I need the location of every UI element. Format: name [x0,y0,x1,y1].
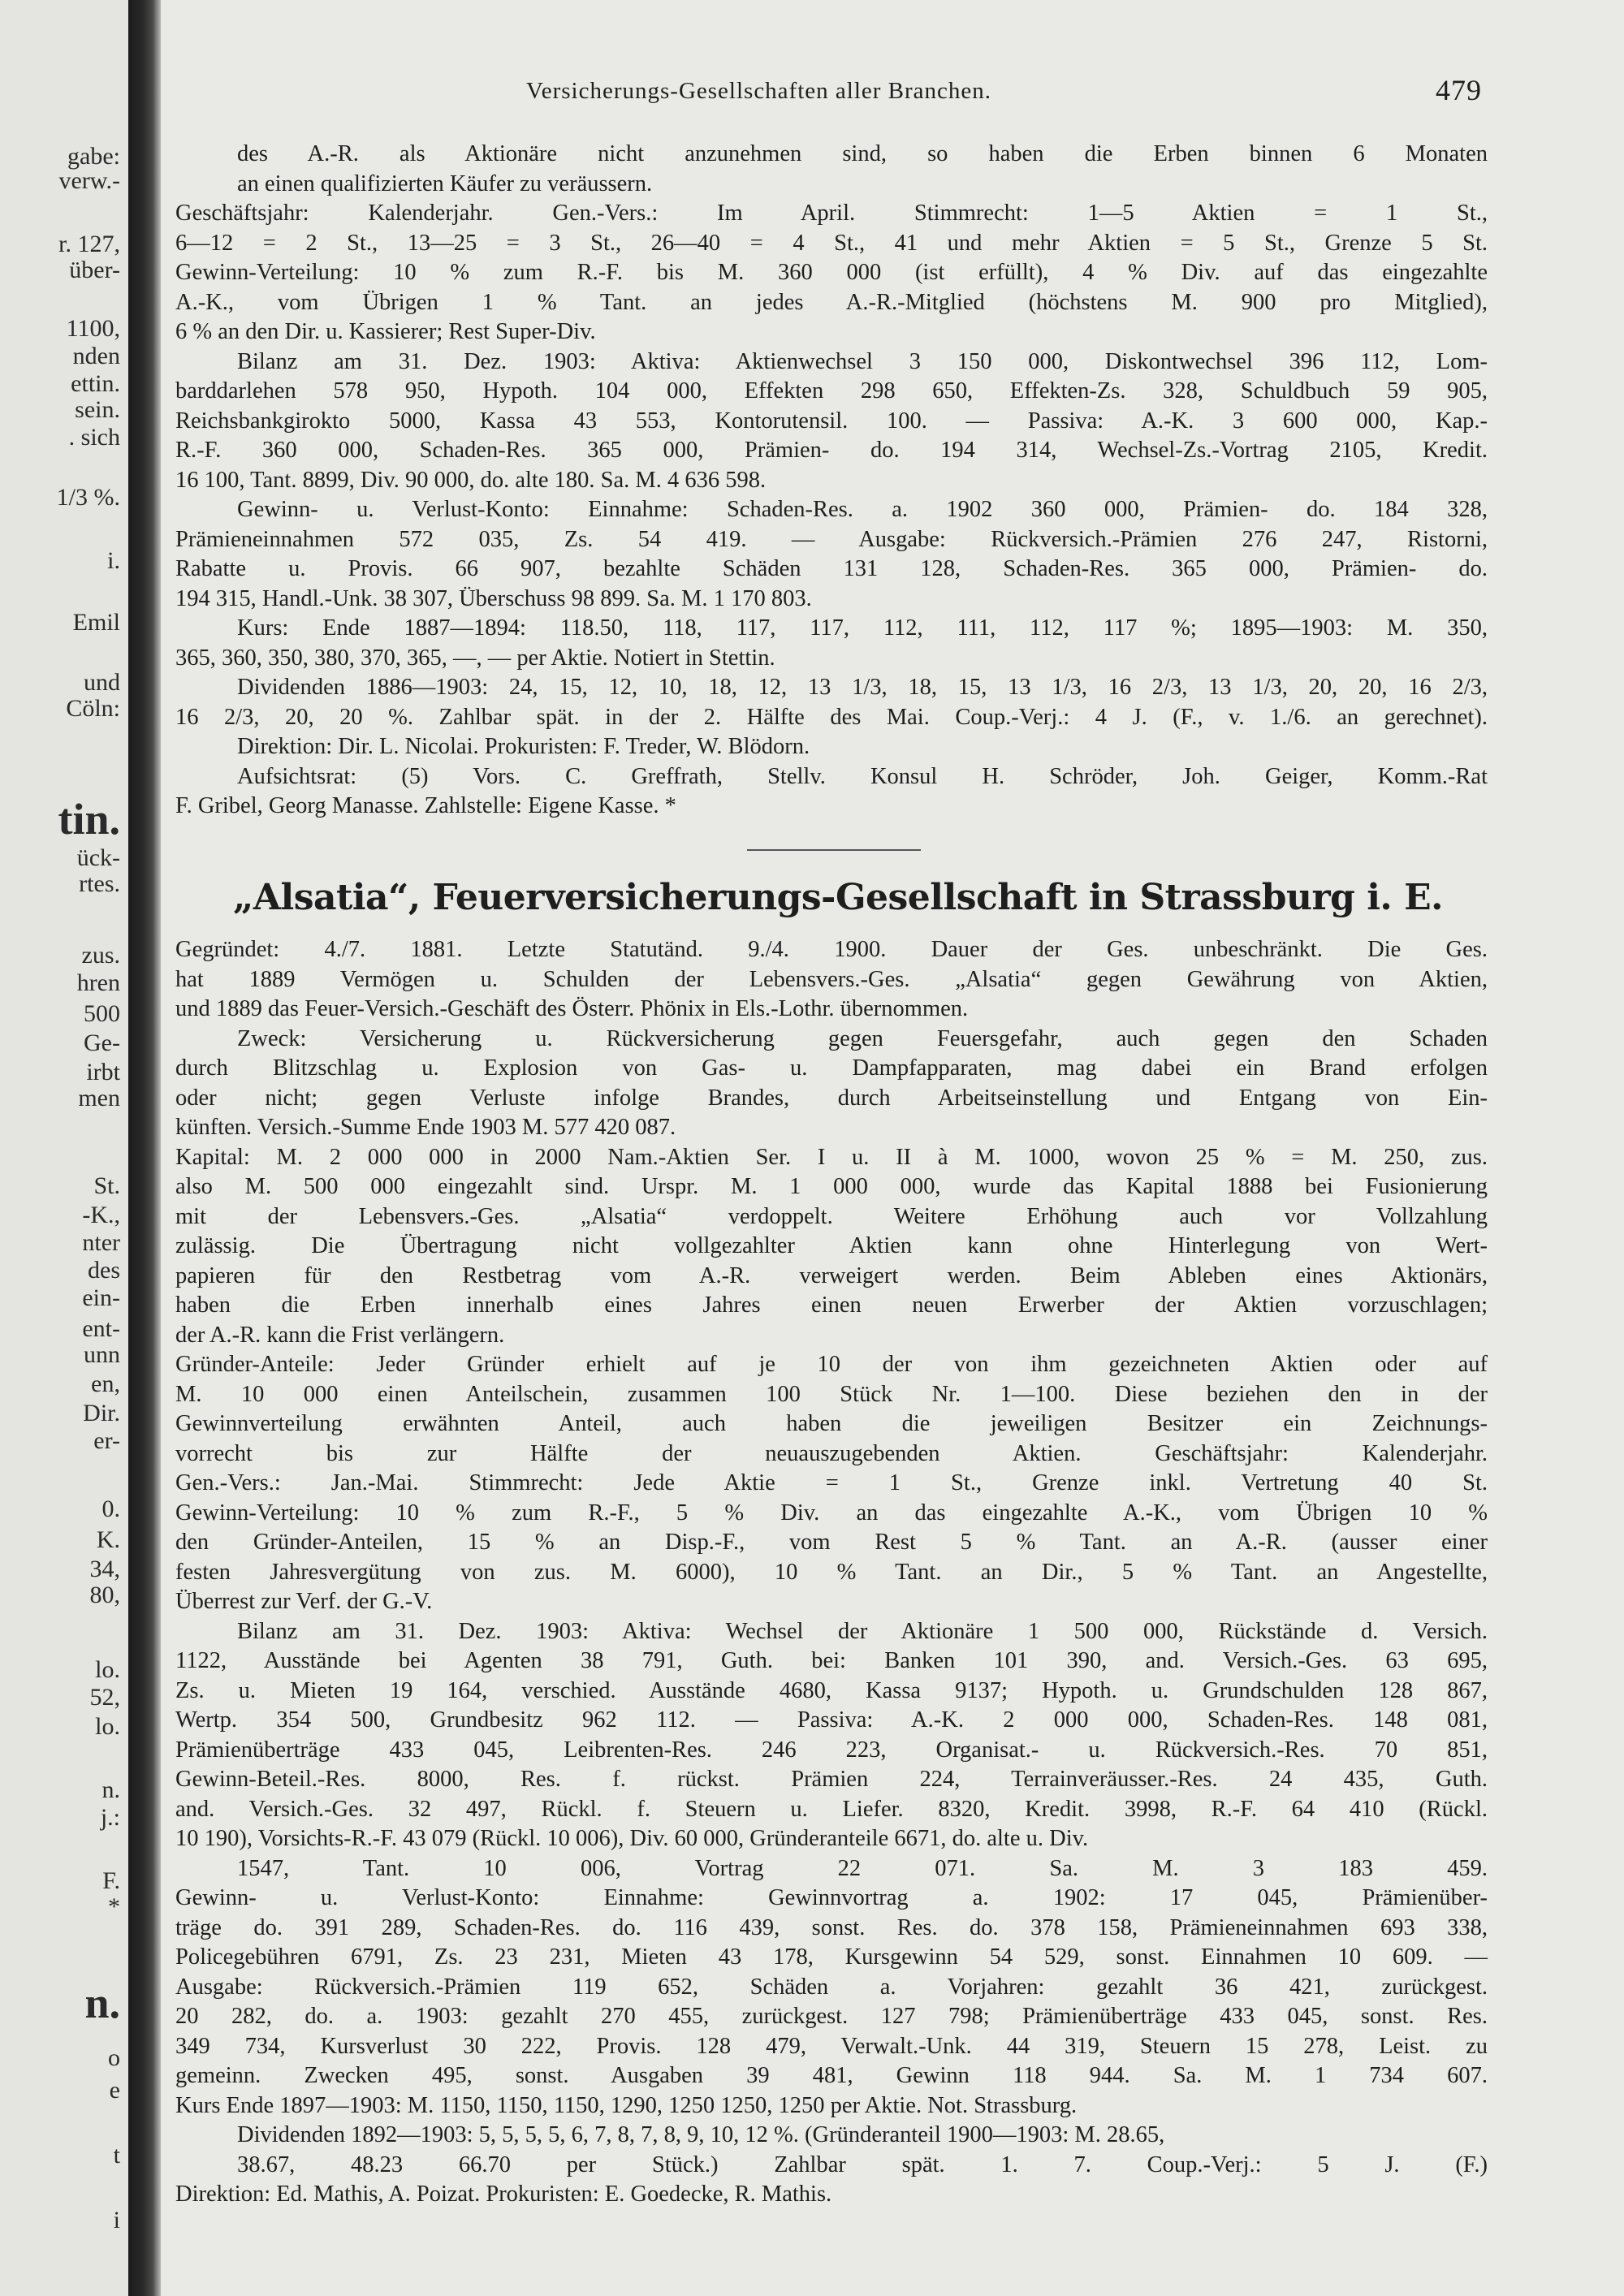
previous-page-fragment: sein. [75,396,120,423]
text-line: A.-K., vom Übrigen 1 % Tant. an jedes A.-R.-Mitglied (höchstens M. 900 pro Mitglied), [175,289,1488,315]
text-line: 6 % an den Dir. u. Kassierer; Rest Super-Div. [175,319,596,344]
previous-page-fragment: j.: [100,1804,120,1831]
text-line: F. Gribel, Georg Manasse. Zahlstelle: Eigene Kasse. * [175,793,676,818]
text-line: mit der Lebensvers.-Ges. „Alsatia“ verdoppelt. Weitere Erhöhung auch vor Vollzahlung [175,1203,1488,1229]
text-line: Kapital: M. 2 000 000 in 2000 Nam.-Aktien Ser. I u. II à M. 1000, wovon 25 % = M. 250, zus. [175,1144,1488,1170]
text-line: Kurs Ende 1897—1903: M. 1150, 1150, 1150, 1290, 1250 1250, 1250 per Aktie. Not. Strassburg. [175,2092,1078,2118]
previous-page-fragment: er- [93,1427,120,1454]
previous-page-fragment: Ge- [84,1029,120,1056]
previous-page-fragment: K. [96,1526,120,1553]
previous-page-fragment: 1100, [66,315,120,342]
text-line: an einen qualifizierten Käufer zu veräussern. [237,170,653,196]
section-divider [747,849,921,851]
text-line: Policegebühren 6791, Zs. 23 231, Mieten 43 178, Kursgewinn 54 529, sonst. Einnahmen 10 609. — [175,1944,1488,1970]
text-line: 194 315, Handl.-Unk. 38 307, Überschuss 98 899. Sa. M. 1 170 803. [175,585,812,611]
text-line: hat 1889 Vermögen u. Schulden der Lebensvers.-Ges. „Alsatia“ gegen Gewährung von Aktien, [175,966,1488,992]
previous-page-fragment: Emil [72,609,120,636]
text-line: des A.-R. als Aktionäre nicht anzunehmen sind, so haben die Erben binnen 6 Monaten [237,141,1488,166]
previous-page-fragment: 80, [89,1582,120,1608]
text-line: Direktion: Ed. Mathis, A. Poizat. Prokuristen: E. Goedecke, R. Mathis. [175,2182,832,2207]
previous-page-fragment: über- [69,257,120,283]
text-line: Kurs: Ende 1887—1894: 118.50, 118, 117, 117, 112, 111, 112, 117 %; 1895—1903: M. 350, [237,615,1488,641]
text-line: Gewinn-Beteil.-Res. 8000, Res. f. rückst. Prämien 224, Terrainveräusser.-Res. 24 435, Guth. [175,1767,1488,1792]
text-line: Zs. u. Mieten 19 164, verschied. Ausstände 4680, Kassa 9137; Hypoth. u. Grundschulden 128 867, [175,1677,1488,1703]
previous-page-fragment: 500 [84,1000,120,1027]
text-line: papieren für den Restbetrag vom A.-R. verweigert werden. Beim Ableben eines Aktionärs, [175,1262,1488,1288]
text-line: Bilanz am 31. Dez. 1903: Aktiva: Wechsel der Aktionäre 1 500 000, Rückstände d. Versich. [237,1618,1488,1644]
previous-page-fragment: ent- [82,1315,120,1342]
previous-page-fragment: hren [76,969,120,996]
previous-page-fragment: men [78,1085,120,1111]
previous-page-fragment: unn [84,1341,120,1368]
text-line: M. 10 000 einen Anteilschein, zusammen 100 Stück Nr. 1—100. Diese beziehen den in der [175,1381,1488,1407]
text-line: 38.67, 48.23 66.70 per Stück.) Zahlbar spät. 1. 7. Coup.-Verj.: 5 J. (F.) [237,2151,1488,2177]
text-line: Gegründet: 4./7. 1881. Letzte Statutänd. 9./4. 1900. Dauer der Ges. unbeschränkt. Die Ges. [175,937,1488,962]
company-title: „Alsatia“, Feuerversicherungs-Gesellschaft in Strassburg i. E. [233,877,1443,918]
previous-page-fragment: zus. [81,942,120,969]
previous-page-fragment: Dir. [83,1400,120,1426]
text-line: künften. Versich.-Summe Ende 1903 M. 577 420 087. [175,1115,676,1140]
previous-page-fragment: lo. [95,1656,120,1683]
text-line: der A.-R. kann die Frist verlängern. [175,1322,505,1348]
previous-page-fragment: n. [102,1776,120,1803]
text-line: Gewinn- u. Verlust-Konto: Einnahme: Gewinnvortrag a. 1902: 17 045, Prämienüber- [175,1885,1488,1910]
text-line: Prämieneinnahmen 572 035, Zs. 54 419. — Ausgabe: Rückversich.-Prämien 276 247, Ristorni, [175,526,1488,552]
previous-page-fragment: rtes. [79,870,120,897]
previous-page-fragment: nter [82,1229,120,1256]
previous-page-fragment: t [113,2142,120,2169]
text-line: oder nicht; gegen Verluste infolge Brandes, durch Arbeitseinstellung und Entgang von Ein- [175,1085,1488,1111]
book-gutter [128,0,161,2296]
previous-page-fragment: e [109,2077,120,2104]
text-line: Gewinn-Verteilung: 10 % zum R.-F. bis M. 360 000 (ist erfüllt), 4 % Div. auf das eingezahlte [175,260,1488,285]
text-line: festen Jahresvergütung von zus. M. 6000), 10 % Tant. an Dir., 5 % Tant. an Angestellte, [175,1559,1488,1585]
text-line: 1547, Tant. 10 006, Vortrag 22 071. Sa. M. 3 183 459. [237,1855,1488,1881]
text-line: Geschäftsjahr: Kalenderjahr. Gen.-Vers.: Im April. Stimmrecht: 1—5 Aktien = 1 St., [175,201,1488,226]
running-title: Versicherungs-Gesellschaften aller Branchen. [526,78,992,104]
text-line: vorrecht bis zur Hälfte der neuauszugebenden Aktien. Geschäftsjahr: Kalenderjahr. [175,1440,1488,1466]
previous-page-fragment: ettin. [71,370,120,397]
previous-page-fragment: Cöln: [66,695,120,722]
text-line: durch Blitzschlag u. Explosion von Gas- u. Dampfapparaten, mag dabei ein Brand erfolgen [175,1055,1488,1081]
previous-page-fragment: irbt [86,1059,120,1085]
previous-page-fragment: r. 127, [58,231,120,257]
previous-page-fragment: ein- [82,1284,120,1311]
text-line: Direktion: Dir. L. Nicolai. Prokuristen: F. Treder, W. Blödorn. [237,734,810,759]
previous-page-fragment: F. [102,1867,120,1894]
previous-page-fragment: 1/3 %. [56,484,120,511]
previous-page-fragment: * [108,1893,120,1920]
text-line: Rabatte u. Provis. 66 907, bezahlte Schäden 131 128, Schaden-Res. 365 000, Prämien- do. [175,556,1488,581]
text-line: 10 190), Vorsichts-R.-F. 43 079 (Rückl. 10 006), Div. 60 000, Gründeranteile 6671, do. alte u. Div. [175,1826,1089,1851]
text-line: 349 734, Kursverlust 30 222, Provis. 128 479, Verwalt.-Unk. 44 319, Steuern 15 278, Leist. zu [175,2033,1488,2059]
previous-page-strip [0,0,128,2296]
text-line: Gen.-Vers.: Jan.-Mai. Stimmrecht: Jede Aktie = 1 St., Grenze inkl. Vertretung 40 St. [175,1470,1488,1495]
previous-page-fragment: 34, [89,1556,120,1582]
previous-page-fragment: i [113,2207,120,2233]
previous-page-fragment: n. [84,1979,120,2027]
section-alsatia-text [175,935,1488,2210]
page-number: 479 [1436,74,1482,106]
text-line: Reichsbankgirokto 5000, Kassa 43 553, Kontorutensil. 100. — Passiva: A.-K. 3 600 000, Kap.- [175,408,1488,434]
previous-page-fragment: nden [72,343,120,369]
text-line: gemeinn. Zwecken 495, sonst. Ausgaben 39 481, Gewinn 118 944. Sa. M. 1 734 607. [175,2063,1488,2088]
text-line: Dividenden 1886—1903: 24, 15, 12, 10, 18, 12, 13 1/3, 18, 15, 13 1/3, 16 2/3, 13 1/3, 20, 20, 16 2/3, [237,675,1488,700]
previous-page-fragment: gabe: [67,143,120,170]
text-line: Aufsichtsrat: (5) Vors. C. Greffrath, Stellv. Konsul H. Schröder, Joh. Geiger, Komm.-Rat [237,763,1488,789]
previous-page-fragment: lo. [95,1713,120,1740]
previous-page-fragment: i. [107,547,120,574]
section-stettin-text [175,140,1488,822]
text-line: träge do. 391 289, Schaden-Res. do. 116 439, sonst. Res. do. 378 158, Prämieneinnahmen 693 338, [175,1914,1488,1940]
text-line: zulässig. Die Übertragung nicht vollgezahlter Aktien kann ohne Hinterlegung von Wert- [175,1233,1488,1258]
text-line: 365, 360, 350, 380, 370, 365, —, — per Aktie. Notiert in Stettin. [175,645,775,671]
text-line: Gewinnverteilung erwähnten Anteil, auch haben die jeweiligen Besitzer ein Zeichnungs- [175,1411,1488,1436]
text-line: R.-F. 360 000, Schaden-Res. 365 000, Prämien- do. 194 314, Wechsel-Zs.-Vortrag 2105, Kredit. [175,438,1488,463]
text-line: Gewinn-Verteilung: 10 % zum R.-F., 5 % Div. an das eingezahlte A.-K., vom Übrigen 10 % [175,1500,1488,1526]
text-line: 16 2/3, 20, 20 %. Zahlbar spät. in der 2. Hälfte des Mai. Coup.-Verj.: 4 J. (F., v. 1./6. an gerechnet). [175,704,1488,730]
text-line: haben die Erben innerhalb eines Jahres einen neuen Erwerber der Aktien vorzuschlagen; [175,1293,1488,1318]
text-line: und 1889 das Feuer-Versich.-Geschäft des Österr. Phönix in Els.-Lothr. übernommen. [175,996,969,1021]
text-line: 16 100, Tant. 8899, Div. 90 000, do. alte 180. Sa. M. 4 636 598. [175,467,767,493]
previous-page-fragment: tin. [58,795,120,844]
text-line: barddarlehen 578 950, Hypoth. 104 000, Effekten 298 650, Effekten-Zs. 328, Schuldbuch 59 905, [175,378,1488,404]
previous-page-fragment: 0. [102,1495,120,1522]
previous-page-fragment: -K., [82,1202,120,1228]
text-line: and. Versich.-Ges. 32 497, Rückl. f. Steuern u. Liefer. 8320, Kredit. 3998, R.-F. 64 410 (Rückl. [175,1796,1488,1822]
previous-page-fragment: o [108,2044,120,2071]
text-line: Ausgabe: Rückversich.-Prämien 119 652, Schäden a. Vorjahren: gezahlt 36 421, zurückgest. [175,1974,1488,2000]
text-line: Wertp. 354 500, Grundbesitz 962 112. — Passiva: A.-K. 2 000 000, Schaden-Res. 148 081, [175,1707,1488,1733]
text-line: Bilanz am 31. Dez. 1903: Aktiva: Aktienwechsel 3 150 000, Diskontwechsel 396 112, Lom- [237,348,1488,374]
text-line: 6—12 = 2 St., 13—25 = 3 St., 26—40 = 4 St., 41 und mehr Aktien = 5 St., Grenze 5 St. [175,230,1488,256]
previous-page-fragment: des [88,1257,120,1284]
text-line: 20 282, do. a. 1903: gezahlt 270 455, zurückgest. 127 798; Prämienüberträge 433 045, sonst. Res. [175,2004,1488,2029]
previous-page-fragment: und [84,669,120,696]
text-line: Prämienüberträge 433 045, Leibrenten-Res. 246 223, Organisat.- u. Rückversich.-Res. 70 851, [175,1737,1488,1763]
previous-page-fragment: en, [91,1370,120,1397]
text-line: Zweck: Versicherung u. Rückversicherung gegen Feuersgefahr, auch gegen den Schaden [237,1025,1488,1051]
previous-page-fragment: . sich [68,424,120,451]
text-line: den Gründer-Anteilen, 15 % an Disp.-F., vom Rest 5 % Tant. an A.-R. (ausser einer [175,1530,1488,1555]
text-line: also M. 500 000 eingezahlt sind. Urspr. M. 1 000 000, wurde das Kapital 1888 bei Fusionierung [175,1174,1488,1199]
text-line: Gründer-Anteile: Jeder Gründer erhielt auf je 10 der von ihm gezeichneten Aktien oder auf [175,1352,1488,1377]
previous-page-fragment: verw.- [58,167,120,194]
text-line: 1122, Ausstände bei Agenten 38 791, Guth. bei: Banken 101 390, and. Versich.-Ges. 63 695, [175,1648,1488,1673]
text-line: Dividenden 1892—1903: 5, 5, 5, 5, 6, 7, 8, 7, 8, 9, 10, 12 %. (Gründeranteil 1900—1903: M. 28.65, [237,2122,1165,2147]
text-line: Gewinn- u. Verlust-Konto: Einnahme: Schaden-Res. a. 1902 360 000, Prämien- do. 184 328, [237,497,1488,522]
previous-page-fragment: St. [93,1172,120,1199]
previous-page-fragment: 52, [89,1684,120,1711]
text-line: Überrest zur Verf. der G.-V. [175,1589,433,1614]
previous-page-fragment: ück- [76,844,120,871]
